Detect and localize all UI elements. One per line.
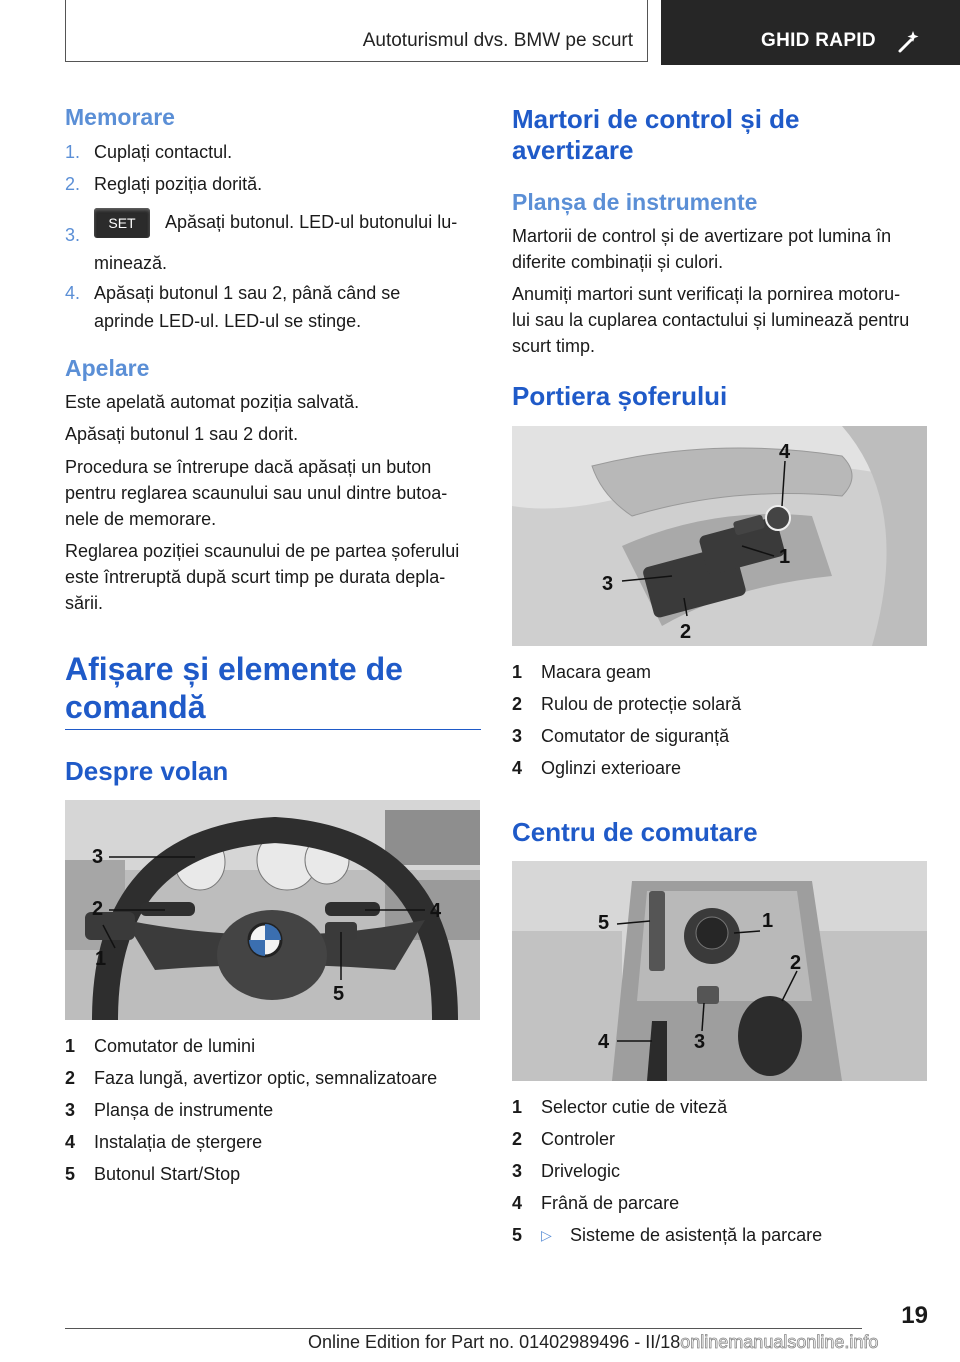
steering-wheel-figure — [65, 800, 480, 1020]
callout-3: 3 — [694, 1031, 706, 1053]
header-title: Autoturismul dvs. BMW pe scurt — [362, 30, 633, 51]
driver-door-figure — [512, 426, 927, 646]
heading-apelare: Apelare — [65, 355, 150, 381]
apelare-p3c: nele de memorare. — [65, 509, 217, 529]
step-3: 3. SET Apăsați butonul. LED-ul butonului lu- minează. — [65, 222, 485, 282]
callout-4: 4 — [598, 1031, 610, 1053]
center-console-figure — [512, 861, 927, 1081]
chapter-title: Afișare și elemente de comandă — [65, 651, 403, 725]
footer-rule — [65, 1328, 862, 1329]
martori-p1a: Martorii de control și de avertizare pot lumina în — [512, 226, 892, 246]
set-button-icon: SET — [94, 208, 150, 238]
heading-centru: Centru de comutare — [512, 817, 758, 847]
magic-wand-icon — [896, 28, 922, 54]
callout-3: 3 — [92, 846, 104, 868]
apelare-p1: Este apelată automat poziția salvată. — [65, 392, 360, 412]
heading-martori: Martori de control și de avertizare — [512, 104, 800, 165]
callout-5: 5 — [333, 983, 345, 1005]
apelare-p4c: sării. — [65, 593, 104, 613]
apelare-p3a: Procedura se întrerupe dacă apăsați un buton — [65, 457, 432, 477]
apelare-p4b: este întreruptă după scurt timp pe durata depla- — [65, 567, 446, 587]
martori-p2b: lui sau la cuplarea contactului și luminează pentru — [512, 310, 910, 330]
apelare-p3b: pentru reglarea scaunului sau unul dintre butoa- — [65, 483, 448, 503]
footer-text: Online Edition for Part no. 01402989496 - II/18onlinemanualsonline.info — [308, 1332, 879, 1352]
callout-2: 2 — [680, 621, 692, 643]
step-4: 4. Apăsați butonul 1 sau 2, până când se aprinde LED-ul. LED-ul se stinge. — [65, 283, 401, 331]
callout-1: 1 — [95, 948, 107, 970]
watermark: onlinemanualsonline.info — [680, 1332, 879, 1352]
martori-p2a: Anumiți martori sunt verificați la pornirea motoru- — [512, 284, 901, 304]
heading-plansa: Planșa de instrumente — [512, 189, 758, 215]
apelare-p4a: Reglarea poziției scaunului de pe partea șoferului — [65, 541, 460, 561]
heading-memorare: Memorare — [65, 104, 175, 130]
chapter-rule — [65, 729, 481, 730]
callout-2: 2 — [92, 898, 104, 920]
callout-5: 5 — [598, 912, 610, 934]
callout-1: 1 — [762, 910, 774, 932]
heading-despre-volan: Despre volan — [65, 756, 229, 786]
martori-p2c: scurt timp. — [512, 336, 596, 356]
callout-2: 2 — [790, 952, 802, 974]
martori-p1b: diferite combinații și culori. — [512, 252, 724, 272]
section-label: GHID RAPID — [761, 30, 876, 51]
callout-1: 1 — [779, 546, 791, 568]
section-tab — [661, 0, 960, 65]
heading-portiera: Portiera șoferului — [512, 381, 728, 411]
callout-4: 4 — [430, 900, 442, 922]
callout-3: 3 — [602, 573, 614, 595]
triangle-bullet-icon: ▷ — [541, 1227, 552, 1243]
apelare-p2: Apăsați butonul 1 sau 2 dorit. — [65, 424, 299, 444]
header-title-box — [65, 0, 648, 62]
page-number: 19 — [901, 1302, 928, 1329]
callout-4: 4 — [779, 441, 791, 463]
